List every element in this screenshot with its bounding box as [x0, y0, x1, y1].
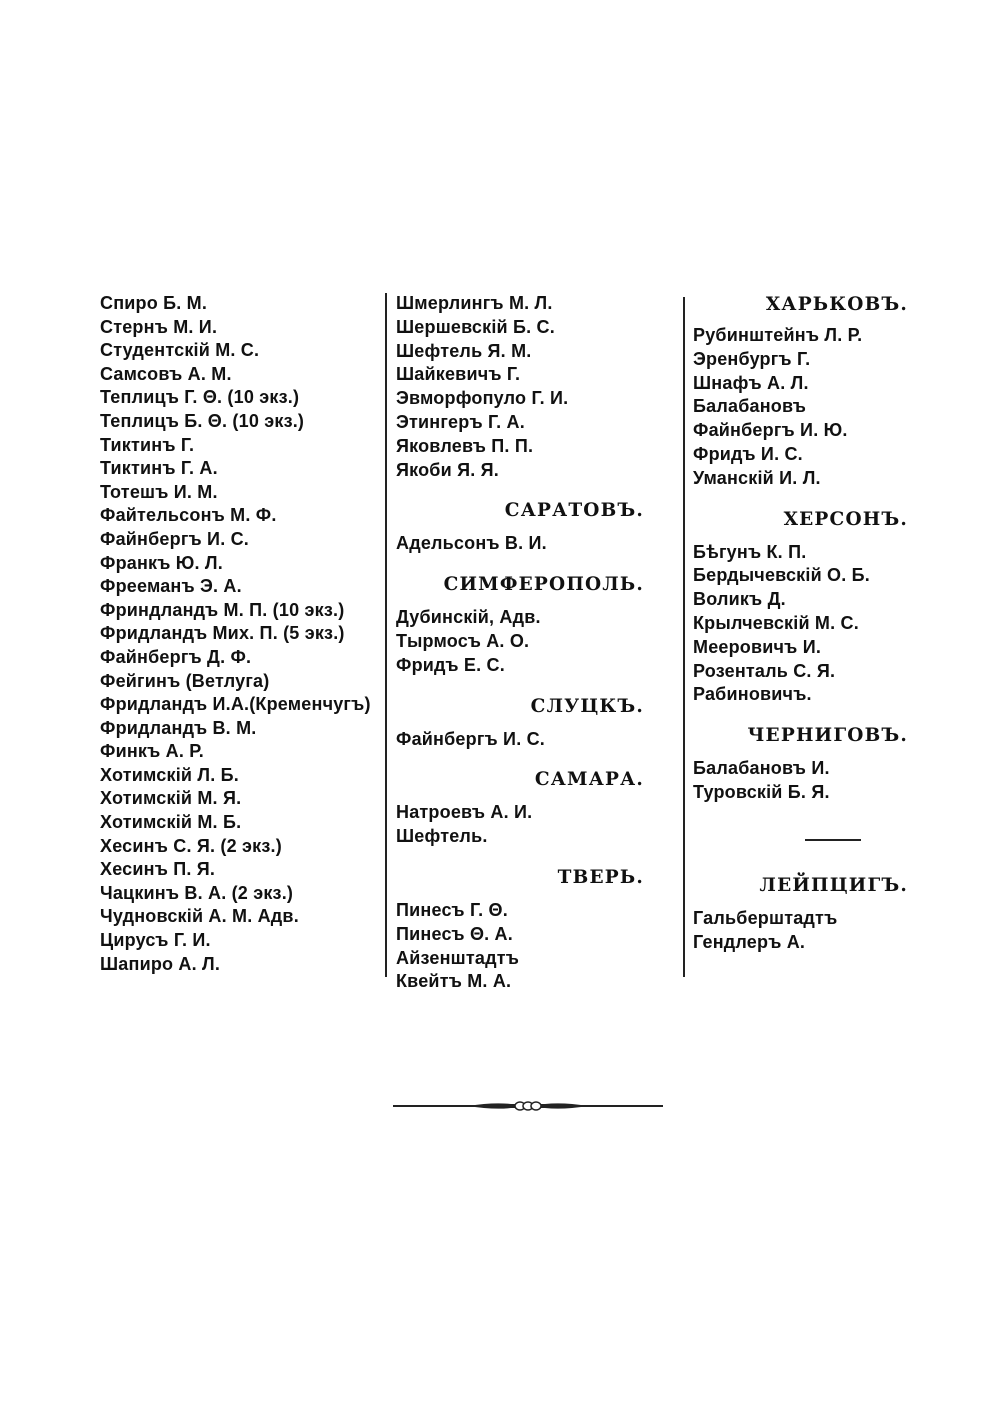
- list-entry: Фрееманъ Э. А.: [100, 576, 242, 597]
- list-entry: Шефтель Я. М.: [396, 340, 532, 361]
- list-entry: Дубинскій, Адв.: [396, 607, 541, 628]
- section-heading: ХЕРСОНЪ.: [783, 508, 908, 530]
- list-entry: Шефтель.: [396, 826, 488, 847]
- list-entry: Тиктинъ Г.: [100, 434, 195, 455]
- list-entry: Чудновскій А. М. Адв.: [100, 906, 299, 927]
- list-entry: Балабановъ: [693, 396, 807, 417]
- list-entry: Гальберштадтъ: [693, 907, 838, 928]
- list-entry: Фридъ И. С.: [693, 443, 803, 464]
- list-entry: Файнбергъ И. С.: [100, 528, 249, 549]
- list-entry: Эренбургъ Г.: [693, 348, 811, 369]
- section-heading: СЛУЦКЪ.: [530, 695, 644, 717]
- list-entry: Розенталь С. Я.: [693, 660, 836, 681]
- list-entry: Файнбергъ Д. Ф.: [100, 646, 252, 667]
- list-entry: Тырмосъ А. О.: [396, 630, 530, 651]
- list-entry: Воликъ Д.: [693, 589, 786, 610]
- column-divider-2: [683, 297, 685, 977]
- list-entry: Туровскій Б. Я.: [693, 781, 830, 802]
- list-entry: Якоби Я. Я.: [396, 459, 499, 480]
- list-entry: Теплицъ Г. Θ. (10 экз.): [100, 387, 300, 408]
- list-entry: Студентскій М. С.: [100, 340, 260, 361]
- list-entry: Тиктинъ Г. А.: [100, 458, 218, 479]
- list-entry: Фридъ Е. С.: [396, 654, 505, 675]
- list-entry: Яковлевъ П. П.: [396, 435, 534, 456]
- list-entry: Балабановъ И.: [693, 758, 830, 779]
- column-divider-1: [385, 293, 387, 977]
- list-entry: Стернъ М. И.: [100, 316, 218, 337]
- list-entry: Хесинъ С. Я. (2 экз.): [100, 835, 282, 856]
- list-entry: Шапиро А. Л.: [100, 953, 221, 974]
- ornament-divider: [393, 1096, 663, 1116]
- list-entry: Бѣгунъ К. П.: [693, 541, 807, 562]
- list-entry: Натроевъ А. И.: [396, 802, 533, 823]
- section-heading: САМАРА.: [534, 769, 644, 791]
- list-entry: Шайкевичъ Г.: [396, 364, 521, 385]
- list-entry: Франкъ Ю. Л.: [100, 552, 223, 573]
- list-entry: Файнбергъ И. С.: [396, 728, 545, 749]
- list-entry: Фридландъ В. М.: [100, 717, 257, 738]
- column-3: [693, 292, 908, 954]
- list-entry: Айзенштадтъ: [396, 947, 520, 968]
- list-entry: Мееровичъ И.: [693, 636, 822, 657]
- list-entry: Файнбергъ И. Ю.: [693, 420, 848, 441]
- list-entry: Самсовъ А. М.: [100, 363, 232, 384]
- list-entry: Крылчевскій М. С.: [693, 612, 859, 633]
- list-entry: Чацкинъ В. А. (2 экз.): [100, 882, 294, 903]
- list-entry: Адельсонъ В. И.: [396, 533, 547, 554]
- section-heading: ЛЕЙПЦИГЪ.: [759, 874, 908, 896]
- list-entry: Шмерлингъ М. Л.: [396, 293, 553, 313]
- column-1: [100, 292, 382, 976]
- list-entry: Хотимскій М. Б.: [100, 812, 242, 833]
- list-entry: Хотимскій Л. Б.: [100, 764, 239, 785]
- short-divider: [805, 839, 861, 841]
- list-entry: Шнафъ А. Л.: [693, 372, 809, 393]
- list-entry: Фридландъ Мих. П. (5 экз.): [100, 623, 345, 644]
- list-entry: Фриндландъ М. П. (10 экз.): [100, 599, 345, 620]
- list-entry: Хотимскій М. Я.: [100, 788, 242, 809]
- list-entry: Пинесъ Θ. А.: [396, 923, 513, 944]
- section-heading: ЧЕРНИГОВЪ.: [747, 725, 908, 747]
- list-entry: Эвморфопуло Г. И.: [396, 388, 569, 409]
- list-entry: Фейгинъ (Ветлуга): [100, 670, 270, 691]
- list-entry: Файтельсонъ М. Ф.: [100, 505, 277, 526]
- list-entry: Уманскій И. Л.: [693, 467, 821, 488]
- list-entry: Спиро Б. М.: [100, 293, 208, 313]
- list-entry: Пинесъ Г. Θ.: [396, 899, 508, 920]
- list-entry: Гендлеръ А.: [693, 931, 806, 952]
- list-entry: Фридландъ И.А.(Кременчугъ): [100, 694, 371, 715]
- list-entry: Цирусъ Г. И.: [100, 930, 211, 951]
- list-entry: Бердычевскій О. Б.: [693, 565, 870, 586]
- section-heading: ХАРЬКОВЪ.: [765, 294, 908, 315]
- list-entry: Хесинъ П. Я.: [100, 859, 216, 880]
- list-entry: Рабиновичъ.: [693, 684, 812, 705]
- list-entry: Этингеръ Г. А.: [396, 411, 525, 432]
- section-heading: СИМФЕРОПОЛЬ.: [443, 574, 644, 596]
- column-2: [396, 292, 644, 994]
- list-entry: Финкъ А. Р.: [100, 741, 204, 762]
- list-entry: Рубинштейнъ Л. Р.: [693, 325, 863, 345]
- list-entry: Теплицъ Б. Θ. (10 экз.): [100, 410, 305, 431]
- list-entry: Тотешъ И. М.: [100, 481, 218, 502]
- list-entry: Шершевскій Б. С.: [396, 316, 555, 337]
- section-heading: ТВЕРЬ.: [557, 866, 644, 888]
- section-heading: САРАТОВЪ.: [504, 500, 644, 522]
- list-entry: Квейтъ М. А.: [396, 971, 512, 992]
